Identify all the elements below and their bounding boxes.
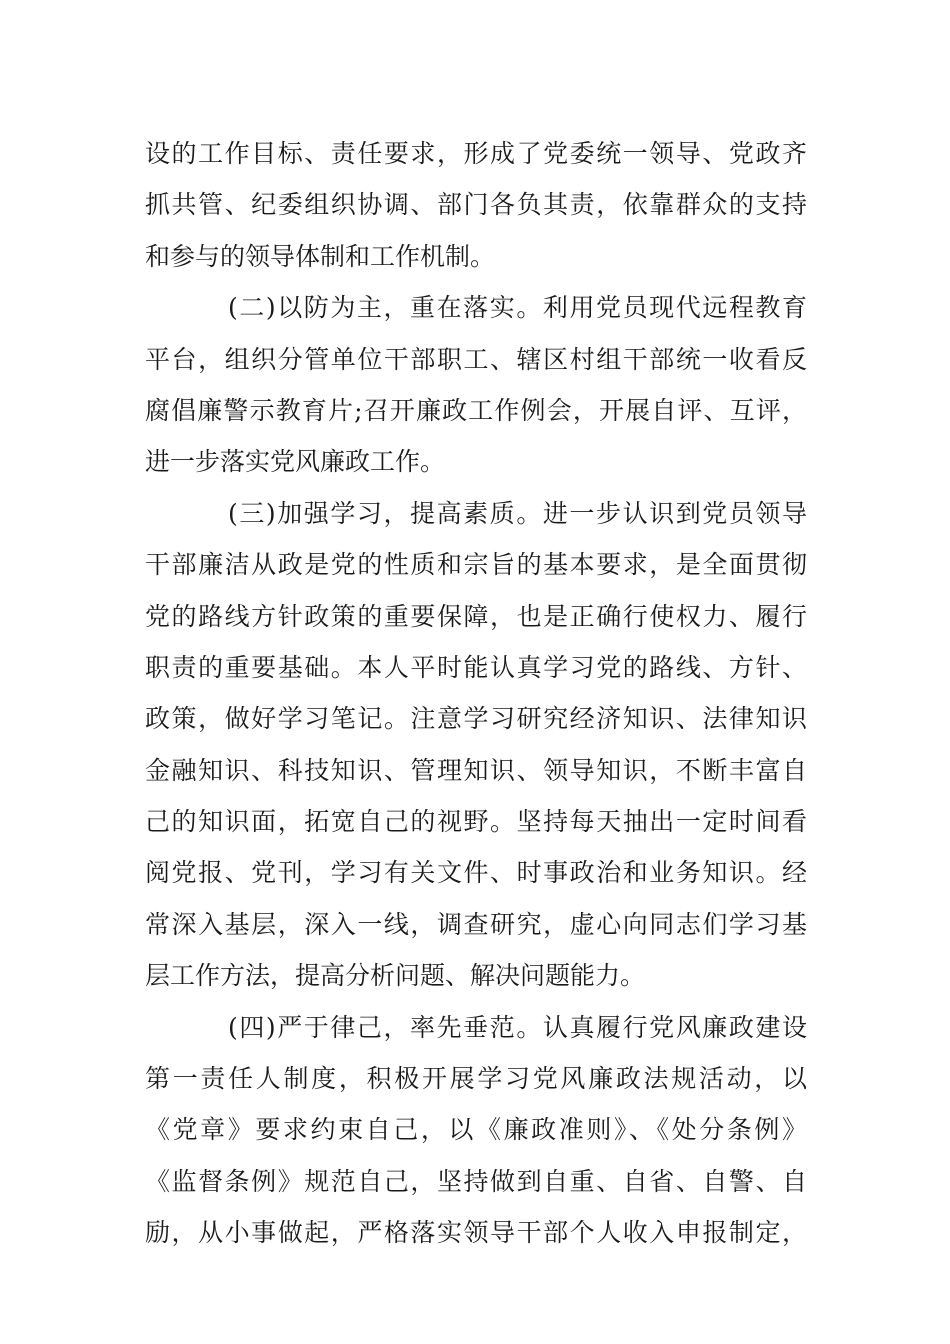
text-line: 干部廉洁从政是党的性质和宗旨的基本要求，是全面贯彻 [145, 550, 807, 580]
paragraph-heading-line: (三)加强学习，提高素质。进一步认识到党员领导 [228, 498, 807, 528]
text-line: 政策，做好学习笔记。注意学习研究经济知识、法律知识 [145, 704, 807, 734]
text-line: 设的工作目标、责任要求，形成了党委统一领导、党政齐 [145, 139, 807, 168]
text-line: 抓共管、纪委组织协调、部门各负其责，依靠群众的支持 [145, 190, 807, 220]
text-line: 常深入基层，深入一线，调查研究，虚心向同志们学习基 [145, 909, 807, 939]
paragraph-heading-line: (二)以防为主，重在落实。利用党员现代远程教育 [228, 293, 807, 323]
text-line: 己的知识面，拓宽自己的视野。坚持每天抽出一定时间看 [145, 807, 807, 837]
text-line: 励，从小事做起，严格落实领导干部个人收入申报制定， [145, 1218, 807, 1248]
text-line: 《监督条例》规范自己，坚持做到自重、自省、自警、自 [145, 1166, 807, 1196]
text-line: 第一责任人制度，积极开展学习党风廉政法规活动，以 [145, 1064, 807, 1094]
text-line: 层工作方法，提高分析问题、解决问题能力。 [145, 961, 646, 991]
text-line: 平台，组织分管单位干部职工、辖区村组干部统一收看反 [145, 344, 807, 374]
text-line: 腐倡廉警示教育片;召开廉政工作例会，开展自评、互评， [145, 395, 807, 425]
text-line: 党的路线方针政策的重要保障，也是正确行使权力、履行 [145, 601, 807, 631]
document-body [145, 128, 807, 1259]
paragraph-heading-line: (四)严于律己，率先垂范。认真履行党风廉政建设 [228, 1012, 807, 1042]
text-line: 金融知识、科技知识、管理知识、领导知识，不断丰富自 [145, 755, 807, 785]
text-line: 职责的重要基础。本人平时能认真学习党的路线、方针、 [145, 652, 807, 682]
text-line: 《党章》要求约束自己，以《廉政准则》、《处分条例》 [145, 1115, 807, 1145]
text-line: 进一步落实党风廉政工作。 [145, 447, 446, 477]
text-line: 和参与的领导体制和工作机制。 [145, 241, 496, 271]
text-line: 阅党报、党刊，学习有关文件、时事政治和业务知识。经 [145, 858, 807, 888]
